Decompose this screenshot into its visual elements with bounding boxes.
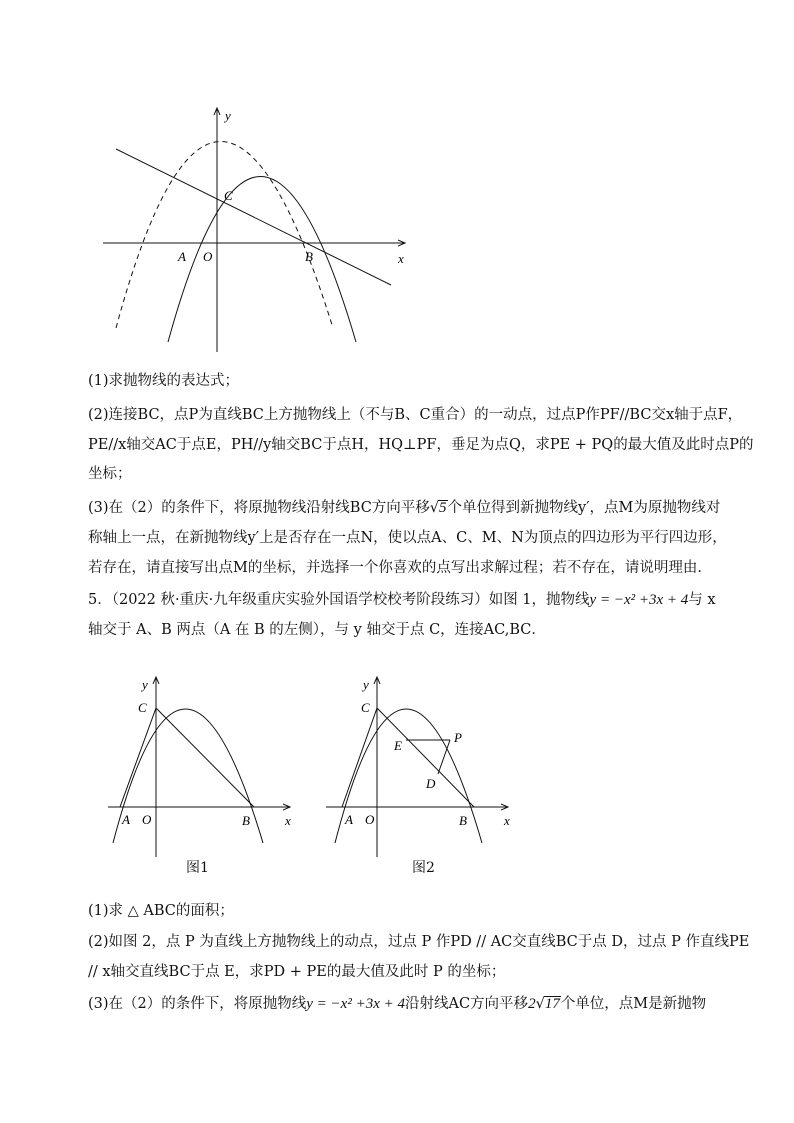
figure-2-graph [318,665,528,875]
dashed-parabola [116,142,333,329]
p5-q2-line2: // x轴交直线BC于点 E，求PD + PE的最大值及此时 P 的坐标； [88,964,506,980]
p4-q2-line2: PE//x轴交AC于点E，PH//y轴交BC于点H，HQ⊥PF，垂足为点Q，求PE + PQ的最大值及此时点P的 [88,437,754,453]
label-b: B [305,249,313,264]
figure-top-graph [0,0,794,370]
p4-q3-sqrt: 5 [439,500,447,516]
fig1-line-bc [156,708,254,807]
p5-intro-line1 [88,590,728,610]
p5-q3-sqrt: 17 [544,996,560,1012]
fig1-label-b: B [242,813,250,828]
p4-q3-line1: (3)在（2）的条件下，将原抛物线沿射线BC方向平移√5个单位得到新抛物线y′，点M为原抛物线对 [88,500,721,516]
label-x: x [398,251,404,266]
fig1-label-a: A [122,812,130,827]
p4-q3-line1b: 个单位得到新抛物线y′，点M为原抛物线对 [447,500,721,516]
p4-q3-line2: 称轴上一点，在新抛物线y′上是否存在一点N，使以点A、C、M、N为顶点的四边形为平行四边形， [88,530,727,546]
fig2-label-o: O [365,812,375,827]
label-o: O [203,249,213,264]
fig2-caption: 图2 [412,860,435,876]
fig1-parabola [113,709,263,843]
fig1-line-ac [120,708,156,807]
fig2-label-x: x [504,813,510,828]
p5-q2-line1: (2)如图 2，点 P 为直线上方抛物线上的动点，过点 P 作PD // AC交直线BC于点 D，过点 P 作直线PE [88,934,750,950]
solid-parabola [168,177,356,343]
label-y: y [225,108,231,123]
figure-1-graph [100,665,300,875]
p5-q1: (1)求 △ ABC的面积； [88,903,234,919]
p4-q3-line1a: (3)在（2）的条件下，将原抛物线沿射线BC方向平移 [88,500,430,516]
fig2-label-y: y [363,677,369,692]
p5-q3-c: 个单位，点M是新抛物 [560,996,707,1012]
fig2-label-p: P [454,730,462,745]
p4-q2-line3: 坐标； [88,466,132,482]
fig2-line-bc [377,708,474,807]
fig2-label-e: E [394,738,402,753]
p5-intro-line2: 轴交于 A、B 两点（A 在 B 的左侧），与 y 轴交于点 C，连接AC,BC． [88,622,546,638]
fig2-label-a: A [345,812,353,827]
p5-q3-coef: 2 [528,996,536,1012]
fig2-label-b: B [459,813,467,828]
fig2-label-c: C [361,700,370,715]
fig1-label-c: C [138,700,147,715]
p4-q1: (1)求抛物线的表达式； [88,373,240,389]
p5-q3-a: (3)在（2）的条件下，将原抛物线 [88,996,307,1012]
p5-q3-eq: y = −x² +3x + 4 [306,996,405,1012]
fig2-line-ac [342,708,377,807]
fig1-label-y: y [142,677,148,692]
p5-intro-a: 5．（2022 秋·重庆·九年级重庆实验外国语学校校考阶段练习）如图 1，抛物线 [88,592,590,608]
label-c: C [224,188,233,203]
p4-q2-line1: (2)连接BC，点P为直线BC上方抛物线上（不与B、C重合）的一动点，过点P作PF//BC交x轴于点F， [88,407,743,423]
p5-intro-b: 与 x [688,592,716,608]
fig2-label-d: D [426,776,436,791]
p4-q3-line3: 若存在，请直接写出点M的坐标，并选择一个你喜欢的点写出求解过程；若不存在，请说明理由． [88,560,712,576]
p5-q3-b: 沿射线AC方向平移 [404,996,529,1012]
line-bc [116,149,391,285]
fig2-line-pd [438,740,450,774]
p5-intro-eq: y = −x² +3x + 4 [589,592,689,608]
p5-q3-line1: (3)在（2）的条件下，将原抛物线y = −x² +3x + 4沿射线AC方向平移2√17个单位，点M是新抛物 [88,996,707,1012]
fig1-label-x: x [285,813,291,828]
fig1-label-o: O [142,812,152,827]
label-a: A [178,249,186,264]
fig1-caption: 图1 [186,860,209,876]
